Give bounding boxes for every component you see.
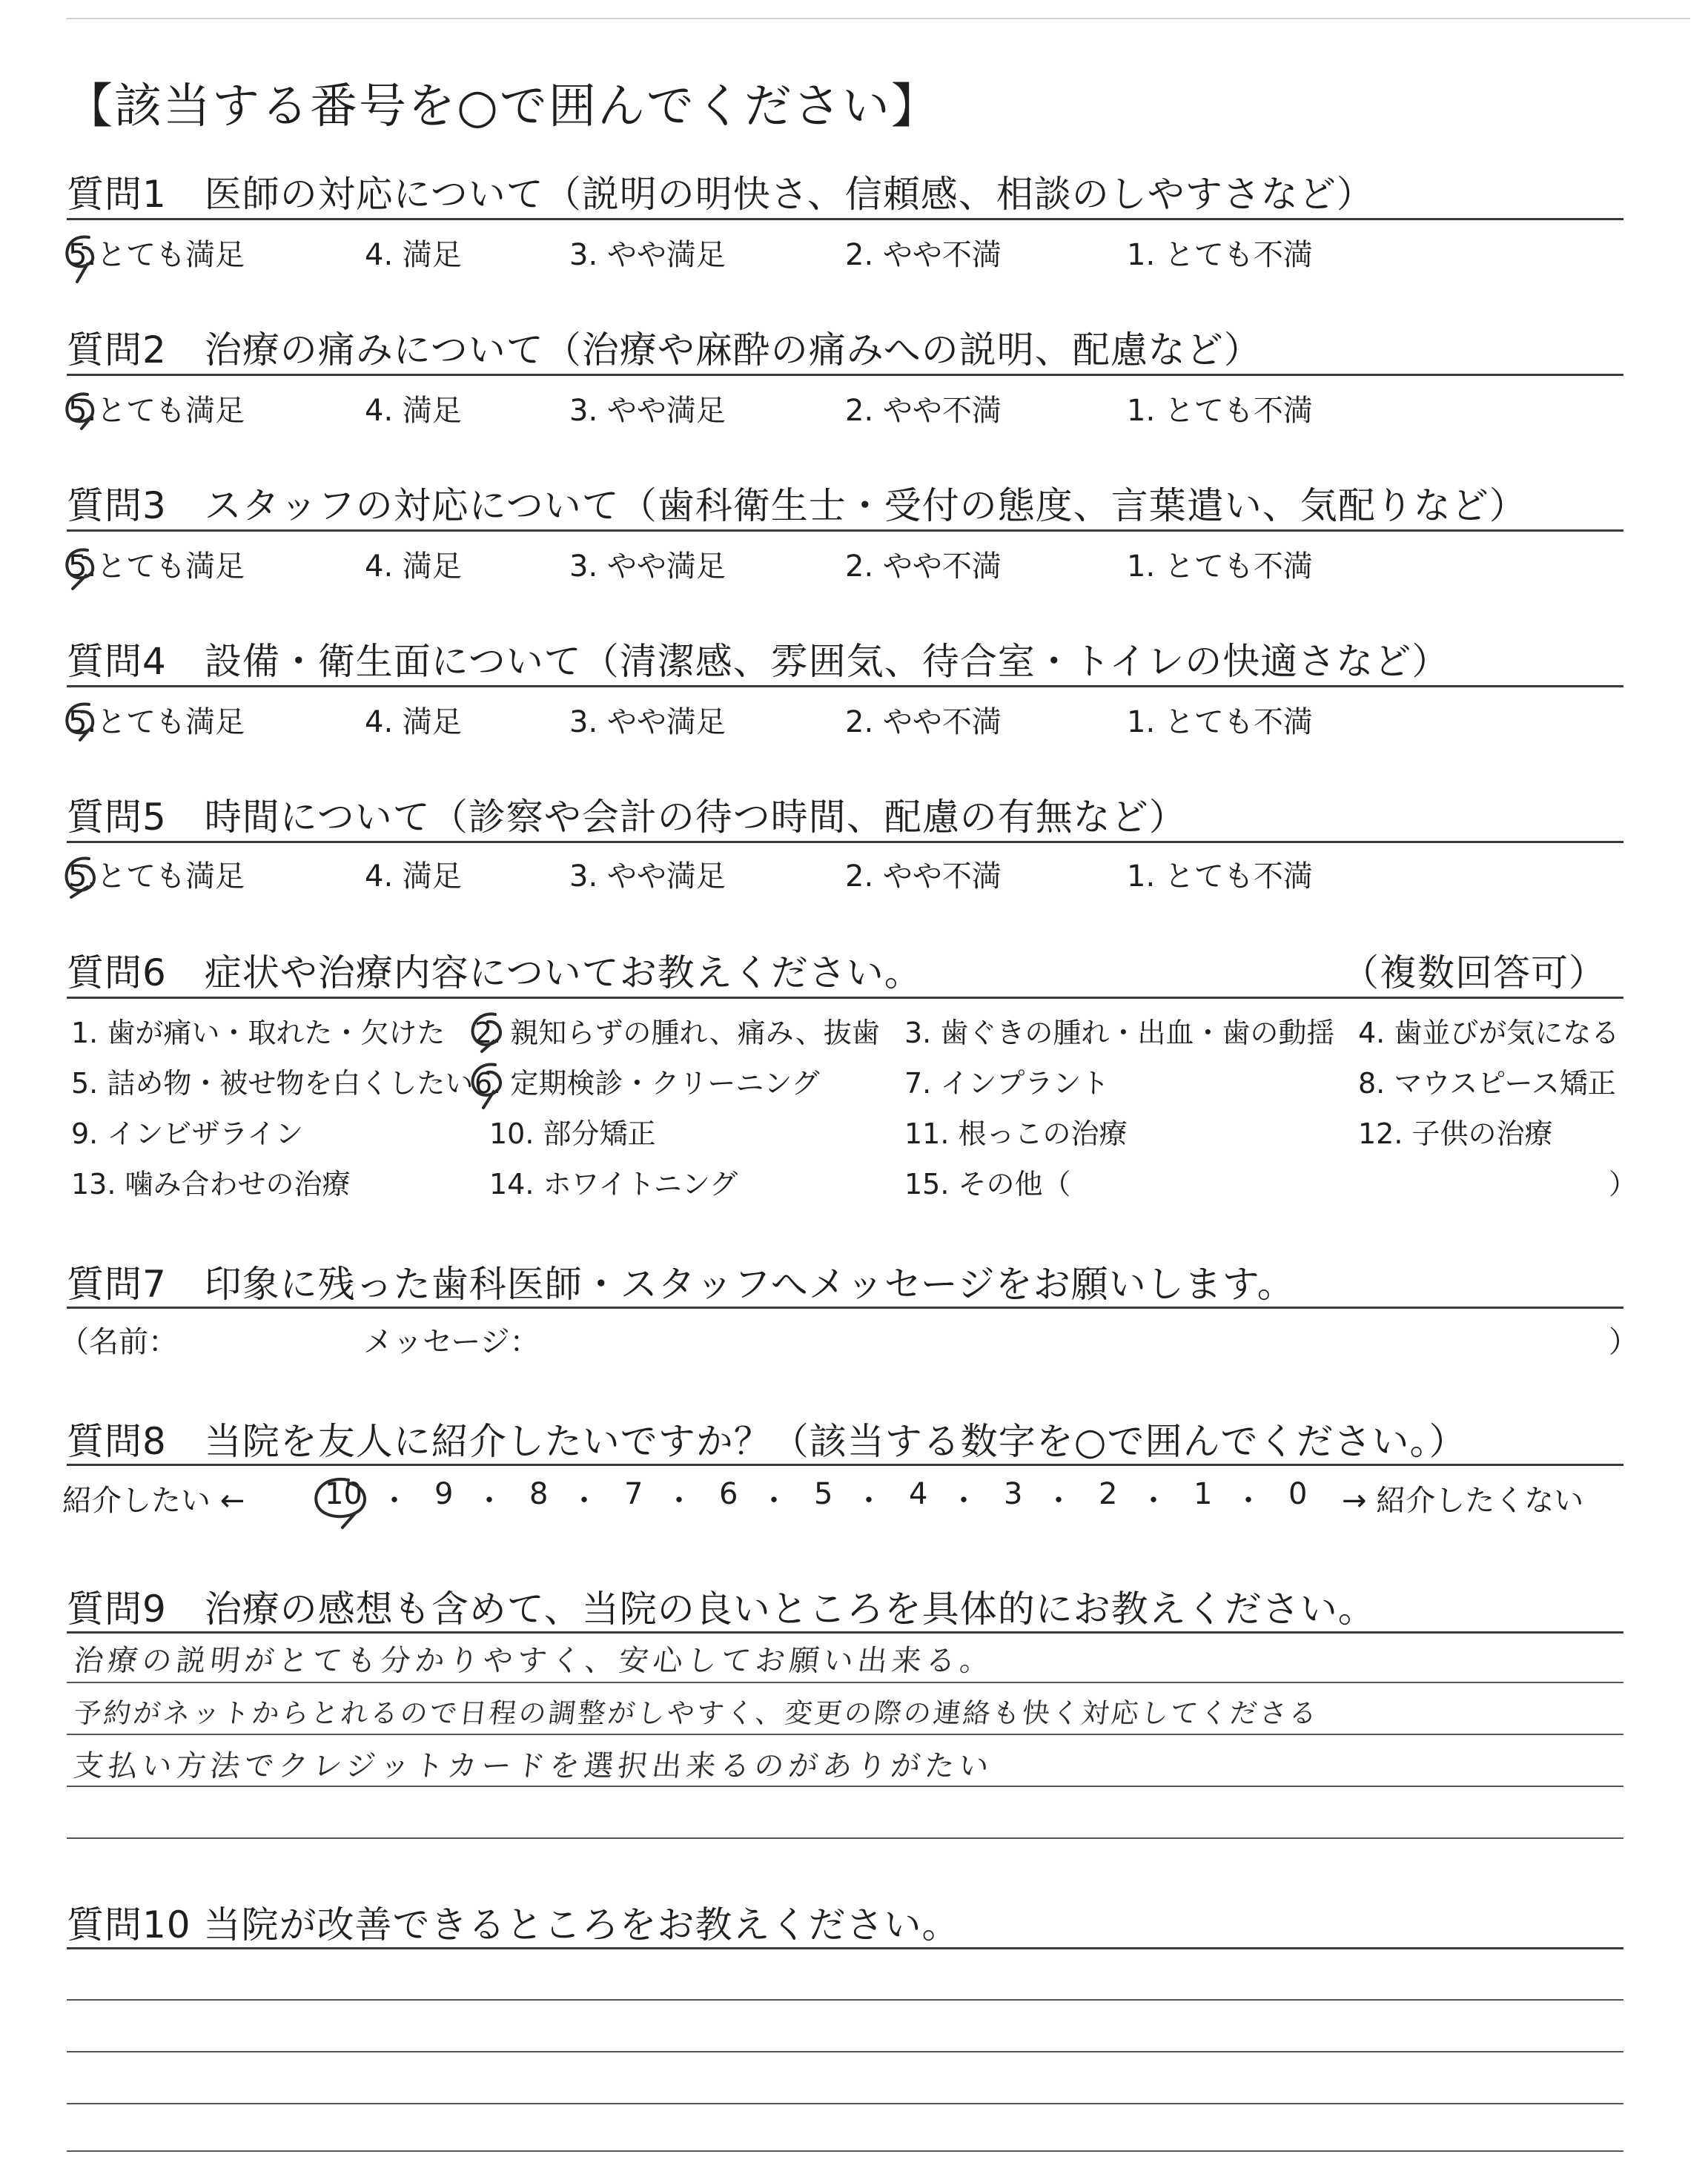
q3-title: 質問3 スタッフの対応について（歯科衛生士・受付の態度、言葉遣い、気配りなど）: [67, 484, 1527, 527]
q8-sep: ・: [854, 1484, 884, 1518]
q1-option-2[interactable]: 2. やや不満: [845, 238, 1002, 272]
q6-item-9[interactable]: 9. インビザライン: [71, 1117, 304, 1150]
q4-rule: [67, 685, 1623, 687]
q1-option-1[interactable]: 1. とても不満: [1127, 238, 1313, 272]
q9-rule: [67, 1631, 1623, 1634]
q6-item-5[interactable]: 5. 詰め物・被せ物を白くしたい: [71, 1067, 474, 1100]
q8-sep: ・: [1234, 1484, 1263, 1518]
q9-line-1: [67, 1682, 1623, 1683]
q4-option-1[interactable]: 1. とても不満: [1127, 705, 1313, 739]
q8-sep: ・: [569, 1484, 599, 1518]
q8-score-8[interactable]: 8: [529, 1477, 549, 1511]
q3-option-1[interactable]: 1. とても不満: [1127, 549, 1313, 584]
q8-right-label: → 紹介したくない: [1342, 1484, 1584, 1518]
q8-score-10[interactable]: 10: [325, 1477, 363, 1511]
q8-score-7[interactable]: 7: [624, 1477, 643, 1511]
q4-option-4[interactable]: 4. 満足: [365, 705, 462, 739]
q6-item-10[interactable]: 10. 部分矯正: [489, 1117, 656, 1150]
q8-score-2[interactable]: 2: [1099, 1477, 1118, 1511]
q8-sep: ・: [949, 1484, 979, 1518]
q7-rule: [67, 1307, 1623, 1309]
q2-option-2[interactable]: 2. やや不満: [845, 394, 1002, 428]
q1-title: 質問1 医師の対応について（説明の明快さ、信頼感、相談のしやすさなど）: [67, 173, 1374, 216]
q2-title: 質問2 治療の痛みについて（治療や麻酔の痛みへの説明、配慮など）: [67, 328, 1262, 371]
q8-score-5[interactable]: 5: [814, 1477, 833, 1511]
q6-title: 質問6 症状や治療内容についてお教えください。: [67, 951, 922, 994]
q8-score-1[interactable]: 1: [1194, 1477, 1213, 1511]
q2-option-5[interactable]: 5.とても満足: [68, 394, 245, 428]
q10-title: 質問10 当院が改善できるところをお教えください。: [67, 1903, 960, 1946]
q1-option-3[interactable]: 3. やや満足: [569, 238, 726, 272]
q1-option-4[interactable]: 4. 満足: [365, 238, 462, 272]
q10-line-1: [67, 1999, 1623, 2001]
q7-name-label: （名前：: [59, 1325, 178, 1359]
q8-title: 質問8 当院を友人に紹介したいですか？（該当する数字を○で囲んでください。）: [67, 1420, 1467, 1463]
q8-rule: [67, 1464, 1623, 1466]
q8-sep: ・: [759, 1484, 789, 1518]
q6-item-1[interactable]: 1. 歯が痛い・取れた・欠けた: [71, 1017, 446, 1049]
q9-line-3: [67, 1786, 1623, 1787]
q4-title: 質問4 設備・衛生面について（清潔感、雰囲気、待合室・トイレの快適さなど）: [67, 640, 1450, 683]
q6-rule: [67, 997, 1623, 999]
q5-option-4[interactable]: 4. 満足: [365, 859, 462, 894]
q6-item-15-close: ）: [1609, 1168, 1638, 1200]
q6-item-14[interactable]: 14. ホワイトニング: [489, 1168, 738, 1200]
q9-answer-line-2: 予約がネットからとれるので日程の調整がしやすく、変更の際の連絡も快く対応してくださる: [72, 1697, 1321, 1729]
q6-item-12[interactable]: 12. 子供の治療: [1358, 1117, 1553, 1150]
q2-rule: [67, 374, 1623, 376]
q9-title: 質問9 治療の感想も含めて、当院の良いところを具体的にお教えください。: [67, 1588, 1376, 1631]
q3-option-2[interactable]: 2. やや不満: [845, 549, 1002, 584]
q4-option-5[interactable]: 5.とても満足: [68, 705, 245, 739]
q3-option-3[interactable]: 3. やや満足: [569, 549, 726, 584]
q8-sep: ・: [664, 1484, 694, 1518]
q4-option-3[interactable]: 3. やや満足: [569, 705, 726, 739]
q10-rule: [67, 1947, 1623, 1949]
q8-sep: ・: [474, 1484, 504, 1518]
q8-score-4[interactable]: 4: [909, 1477, 928, 1511]
q6-item-13[interactable]: 13. 噛み合わせの治療: [71, 1168, 351, 1200]
q8-score-0[interactable]: 0: [1288, 1477, 1308, 1511]
q8-score-6[interactable]: 6: [719, 1477, 738, 1511]
q8-sep: ・: [1139, 1484, 1168, 1518]
q5-rule: [67, 841, 1623, 843]
q7-close: ）: [1609, 1325, 1638, 1359]
q3-rule: [67, 529, 1623, 532]
q10-line-4: [67, 2150, 1623, 2152]
q6-item-7[interactable]: 7. インプラント: [904, 1067, 1110, 1100]
q6-item-3[interactable]: 3. 歯ぐきの腫れ・出血・歯の動揺: [904, 1017, 1335, 1049]
q2-option-3[interactable]: 3. やや満足: [569, 394, 726, 428]
q3-option-4[interactable]: 4. 満足: [365, 549, 462, 584]
q6-item-15[interactable]: 15. その他（: [904, 1168, 1071, 1200]
q6-note: （複数回答可）: [1342, 951, 1606, 994]
q10-line-3: [67, 2103, 1623, 2104]
q9-answer-line-1: 治療の説明がとても分かりやすく、安心してお願い出来る。: [72, 1644, 996, 1678]
q9-answer-line-3: 支払い方法でクレジットカードを選択出来るのがありがたい: [72, 1749, 995, 1783]
q8-score-3[interactable]: 3: [1004, 1477, 1023, 1511]
q10-line-2: [67, 2051, 1623, 2052]
q1-option-5[interactable]: 5.とても満足: [68, 238, 245, 272]
q6-item-8[interactable]: 8. マウスピース矯正: [1358, 1067, 1616, 1100]
q5-option-3[interactable]: 3. やや満足: [569, 859, 726, 894]
page-heading: 【該当する番号を○で囲んでください】: [65, 79, 940, 134]
q8-score-9[interactable]: 9: [434, 1477, 454, 1511]
q9-line-2: [67, 1734, 1623, 1735]
q6-item-6[interactable]: 6. 定期検診・クリーニング: [474, 1067, 820, 1100]
q8-sep: ・: [380, 1484, 409, 1518]
q6-item-11[interactable]: 11. 根っこの治療: [904, 1117, 1128, 1150]
q3-option-5[interactable]: 5.とても満足: [68, 549, 245, 584]
q8-sep: ・: [1044, 1484, 1073, 1518]
q6-item-4[interactable]: 4. 歯並びが気になる: [1358, 1017, 1620, 1049]
q5-title: 質問5 時間について（診察や会計の待つ時間、配慮の有無など）: [67, 796, 1187, 839]
q7-message-label: メッセージ：: [363, 1325, 540, 1359]
q7-title: 質問7 印象に残った歯科医師・スタッフへメッセージをお願いします。: [67, 1263, 1295, 1306]
q6-item-2[interactable]: 2. 親知らずの腫れ、痛み、抜歯: [474, 1017, 880, 1049]
q5-option-1[interactable]: 1. とても不満: [1127, 859, 1313, 894]
top-border: [67, 18, 1690, 19]
q1-rule: [67, 218, 1623, 220]
q5-option-2[interactable]: 2. やや不満: [845, 859, 1002, 894]
q2-option-1[interactable]: 1. とても不満: [1127, 394, 1313, 428]
q2-option-4[interactable]: 4. 満足: [365, 394, 462, 428]
q8-left-label: 紹介したい ←: [62, 1484, 245, 1518]
q9-line-4: [67, 1837, 1623, 1839]
q5-option-5[interactable]: 5.とても満足: [68, 859, 245, 894]
q4-option-2[interactable]: 2. やや不満: [845, 705, 1002, 739]
